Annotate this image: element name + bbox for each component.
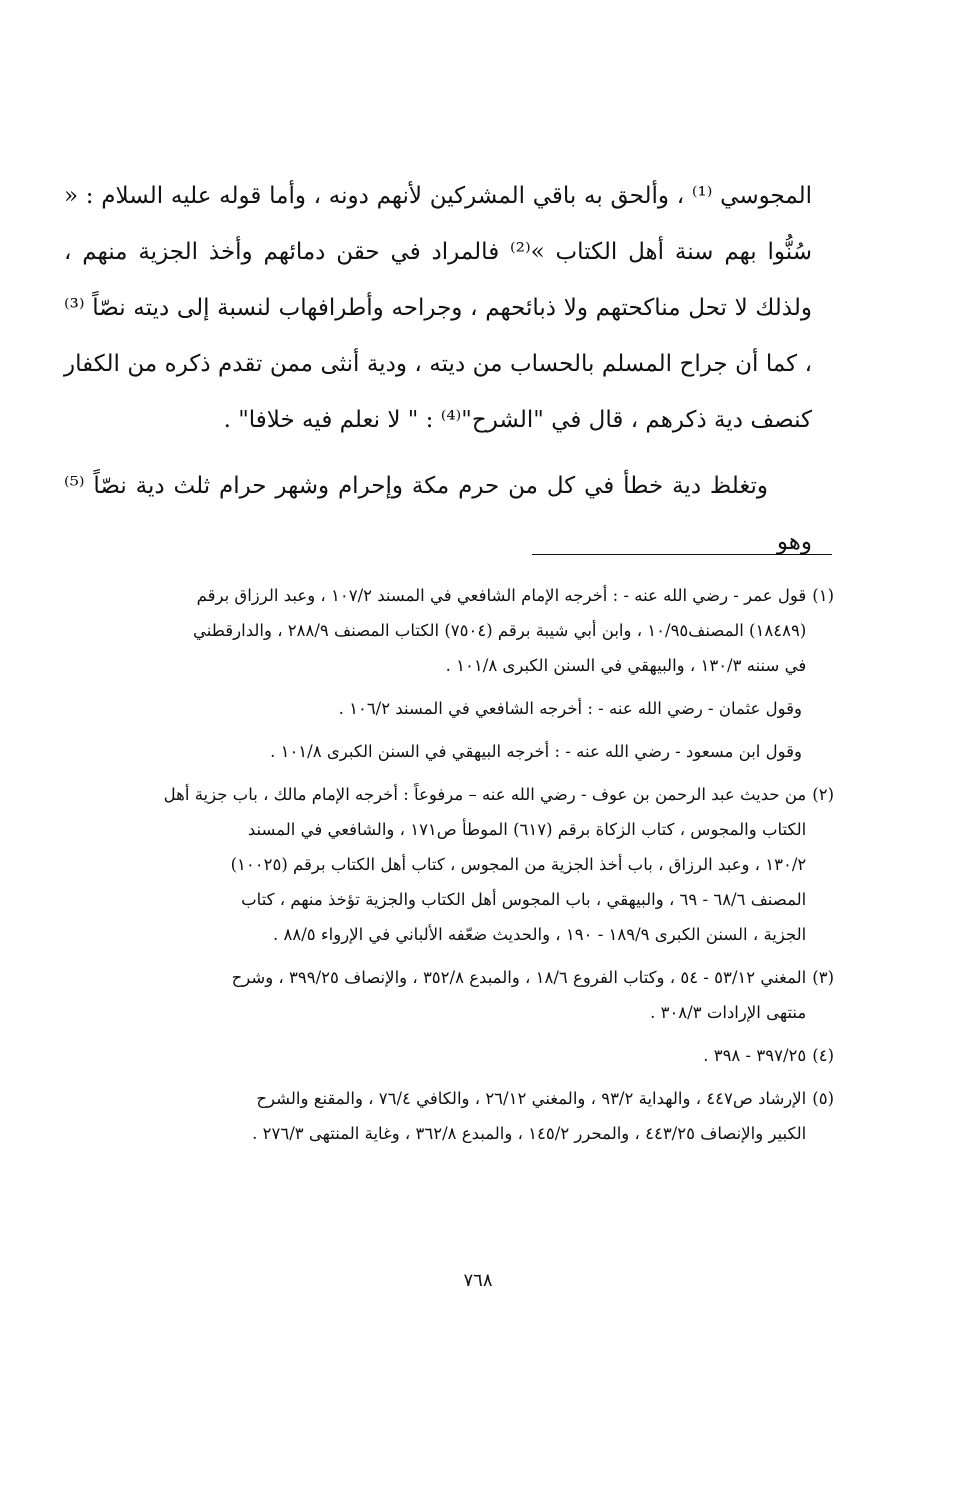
footnote-4 (64, 1038, 834, 1073)
footnote-line: ٣٩٧/٢٥ - ٣٩٨ . (703, 1046, 807, 1065)
footnote-line: منتهى الإرادات ٣٠٨/٣ . (650, 1003, 807, 1022)
footnote-2 (64, 777, 834, 952)
footnote-1-uthman: وقول عثمان - رضي الله عنه - : أخرجه الشافعي في المسند ١٠٦/٢ . (338, 699, 802, 718)
footnote-body (64, 960, 806, 1030)
footnote-body (64, 1081, 806, 1151)
main-paragraph-2: وتغلظ دية خطأ في كل من حرم مكة وإحرام وشهر حرام ثلث دية نصّاً ⁽⁵⁾ وهو (64, 473, 812, 555)
footnote-number: (٣) (812, 968, 834, 987)
footnote-separator (532, 554, 832, 555)
page-number: ٧٦٨ (463, 1270, 493, 1291)
main-line: منهم ، ولذلك لا تحل مناكحتهم ولا ذبائحهم ، وجراحه وأطرافهاب لنسبة إلى ديته (64, 239, 812, 321)
main-line: نصّاً ⁽³⁾ ، كما أن جراح المسلم بالحساب من ديته ، ودية أنثى ممن تقدم ذكره من (64, 295, 813, 377)
footnote-5 (64, 1081, 834, 1151)
main-text (64, 168, 812, 570)
footnote-number: (٥) (812, 1089, 834, 1108)
footnote-line: قول عمر - رضي الله عنه - : أخرجه الإمام الشافعي في المسند ١٠٧/٢ ، وعبد الرزاق برقم (196, 586, 807, 605)
footnote-line: ١٣٠/٢ ، وعبد الرزاق ، باب أخذ الجزية من المجوس ، كتاب أهل الكتاب برقم (١٠٠٢٥) (230, 855, 807, 874)
main-line: « سُنُّوا بهم سنة أهل الكتاب »⁽²⁾ فالمراد في حقن دمائهم وأخذ الجزية (64, 183, 812, 265)
footnote-line: الإرشاد ص٤٤٧ ، والهداية ٩٣/٢ ، والمغني ٢٦/١٢ ، والكافي ٧٦/٤ ، والمقنع والشرح (256, 1089, 807, 1108)
footnote-body (64, 1038, 806, 1073)
footnote-3 (64, 960, 834, 1030)
main-line: الكفار كنصف دية ذكرهم ، قال في "الشرح"⁽⁴⁾ : " لا نعلم فيه خلافا" . (64, 351, 812, 433)
footnote-line: الجزية ، السنن الكبرى ١٨٩/٩ - ١٩٠ ، والحديث ضعّفه الألباني في الإرواء ٨٨/٥ . (273, 925, 807, 944)
footnote-body (64, 777, 806, 952)
footnote-line: الكتاب والمجوس ، كتاب الزكاة برقم (٦١٧) الموطأ ص١٧١ ، والشافعي في المسند (247, 820, 807, 839)
footnote-1 (64, 578, 834, 683)
footnote-line: الكبير والإنصاف ٤٤٣/٢٥ ، والمحرر ١٤٥/٢ ، والمبدع ٣٦٢/٨ ، وغاية المنتهى ٢٧٦/٣ . (252, 1124, 807, 1143)
footnote-number: (٤) (812, 1046, 834, 1065)
footnote-body (64, 578, 806, 683)
footnote-line: المغني ٥٣/١٢ - ٥٤ ، وكتاب الفروع ١٨/٦ ، والمبدع ٣٥٢/٨ ، والإنصاف ٣٩٩/٢٥ ، وشرح (231, 968, 807, 987)
footnote-line: (١٨٤٨٩) المصنف١٠/٩٥ ، وابن أبي شيبة برقم (٧٥٠٤) الكتاب المصنف ٢٨٨/٩ ، والدارقطني (193, 621, 807, 640)
footnotes (64, 578, 834, 1159)
footnote-number: (٢) (812, 785, 834, 804)
footnote-number: (١) (812, 586, 834, 605)
footnote-1-ibn-masud: وقول ابن مسعود - رضي الله عنه - : أخرجه البيهقي في السنن الكبرى ١٠١/٨ . (270, 742, 802, 761)
footnote-line: في سننه ١٣٠/٣ ، والبيهقي في السنن الكبرى ١٠١/٨ . (445, 656, 807, 675)
main-line: المجوسي ⁽¹⁾ ، وألحق به باقي المشركين لأنهم دونه ، وأما قوله عليه السلام : (85, 183, 813, 209)
footnote-line: من حديث عبد الرحمن بن عوف - رضي الله عنه – مرفوعاً : أخرجه الإمام مالك ، باب جزية أهل (163, 785, 807, 804)
main-paragraph-1 (64, 168, 812, 448)
footnote-line: المصنف ٦٨/٦ - ٦٩ ، والبيهقي ، باب المجوس أهل الكتاب والجزية تؤخذ منهم ، كتاب (241, 890, 807, 909)
